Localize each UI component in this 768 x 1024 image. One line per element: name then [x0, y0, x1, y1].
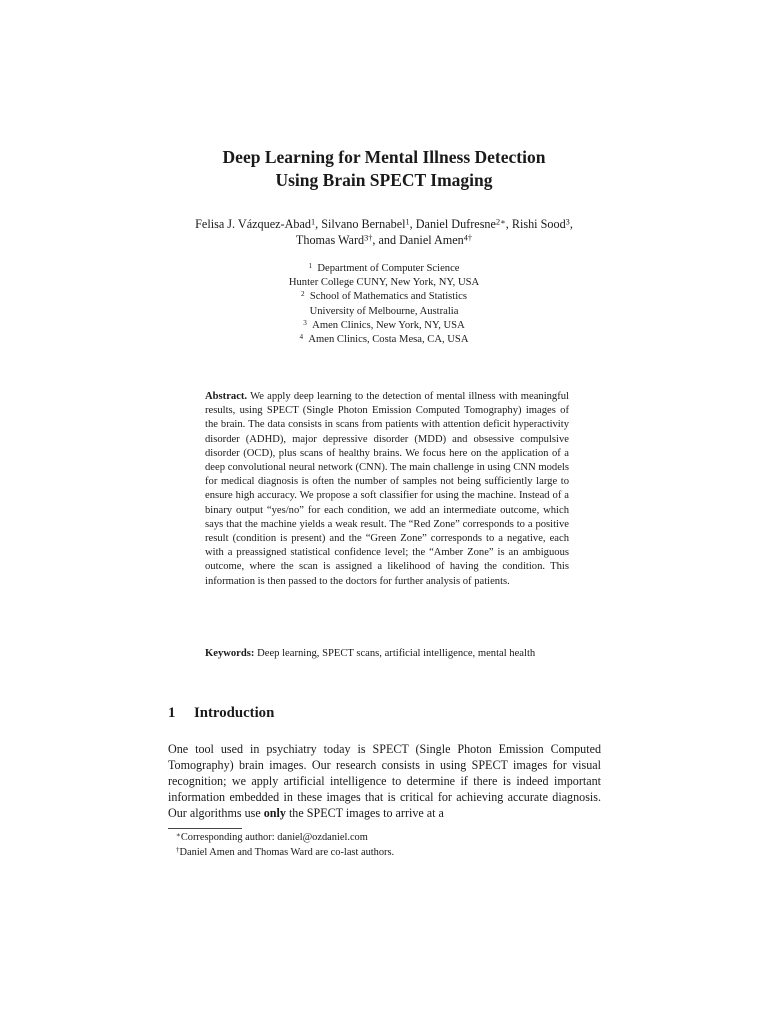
paper-title: [0, 146, 768, 192]
author-name: , Daniel Dufresne: [409, 217, 496, 231]
keywords-text: Deep learning, SPECT scans, artificial intelligence, mental health: [257, 648, 536, 659]
affiliation-list: [0, 262, 768, 347]
author-sup: 2∗: [495, 217, 506, 227]
abstract-label: Abstract.: [205, 391, 248, 402]
affiliation-text: University of Melbourne, Australia: [309, 305, 459, 317]
author-sup: 3†: [364, 233, 373, 243]
author-line-2: [0, 232, 768, 248]
author-line-1: [0, 216, 768, 232]
affiliation-line: [0, 319, 768, 333]
affiliation-text: School of Mathematics and Statistics: [309, 291, 467, 303]
intro-bold-word: only: [263, 806, 286, 820]
author-name: Thomas Ward: [295, 233, 365, 247]
keywords-label: Keywords:: [205, 648, 255, 659]
affiliation-text: Hunter College CUNY, New York, NY, USA: [288, 277, 480, 289]
affiliation-text: Amen Clinics, Costa Mesa, CA, USA: [308, 334, 469, 346]
author-name: , Silvano Bernabel: [315, 217, 406, 231]
title-line-1: Deep Learning for Mental Illness Detection: [222, 147, 546, 167]
author-name: , and Daniel Amen: [372, 233, 464, 247]
author-separator: ,: [569, 217, 573, 231]
keywords: [205, 647, 569, 661]
footnote: [176, 846, 596, 861]
footnote-text: Daniel Amen and Thomas Ward are co-last authors.: [179, 846, 395, 858]
author-sup: 1: [310, 217, 316, 227]
affiliation-line: [0, 333, 768, 347]
author-list: [0, 216, 768, 248]
affiliation-line: [0, 262, 768, 276]
affiliation-sup: 2: [300, 290, 305, 299]
abstract-text: We apply deep learning to the detection of mental illness with meaningful results, using SPECT (Single Photon Emission Computed Tomography) images of the brain. The data consists in scans from patients with attention deficit hyperactivity disorder (ADHD), major depressive disorder (MDD) and obsessive compulsive disorder (OCD), plus scans of healthy brains. We focus here on the application of a deep convolutional neural network (CNN). The main challenge in using CNN models for medical diagnosis is often the number of samples not being sufficiently large to ensure high accuracy. We propose a soft classifier for using the machine. Instead of a binary output “yes/no” for each condition, we add an intermediate outcome, which says that the machine yields a weak result. The “Red Zone” corresponds to a positive result (condition is present) and the “Green Zone” corresponds to a negative, each with a preassigned statistical confidence level; the “Amber Zone” is an ambiguous outcome, where the scan is assigned a likelihood of having the condition. This information is then passed to the doctors for further analysis of patients.: [205, 391, 569, 587]
affiliation-sup: 4: [299, 332, 304, 341]
introduction-paragraph: [168, 741, 601, 821]
author-sup: 1: [405, 217, 410, 227]
author-name: Felisa J. Vázquez-Abad: [195, 217, 311, 231]
footnote-mark: ∗: [176, 830, 181, 839]
author-sup: 3: [565, 217, 570, 227]
title-line-2: Using Brain SPECT Imaging: [275, 170, 493, 190]
author-name: , Rishi Sood: [505, 217, 566, 231]
intro-text: One tool used in psychiatry today is SPECT (Single Photon Emission Computed Tomography) brain images. Our research consists in using SPECT images for visual recognition; we apply artificial intelligence to determine if there is indeed important information embedded in these images that is critical for achieving accurate diagnosis. Our algorithms use: [168, 742, 601, 820]
affiliation-sup: 3: [303, 318, 307, 327]
section-heading-introduction: [168, 705, 274, 722]
affiliation-text: Amen Clinics, New York, NY, USA: [312, 319, 465, 331]
section-title: Introduction: [194, 705, 275, 721]
footnotes: [176, 831, 596, 860]
affiliation-line: [0, 290, 768, 304]
footnote-text: Corresponding author: daniel@ozdaniel.com: [180, 832, 368, 843]
footnote-rule: [168, 828, 242, 829]
author-sup: 4†: [463, 233, 473, 243]
section-number: 1: [168, 705, 176, 721]
affiliation-line: [0, 305, 768, 319]
affiliation-text: Department of Computer Science: [317, 263, 460, 274]
affiliation-line: [0, 276, 768, 290]
intro-text-end: the SPECT images to arrive at a: [285, 806, 444, 820]
footnote-mark: †: [176, 845, 180, 854]
abstract: [205, 390, 569, 589]
affiliation-sup: 1: [308, 261, 313, 270]
footnote: [176, 831, 596, 846]
